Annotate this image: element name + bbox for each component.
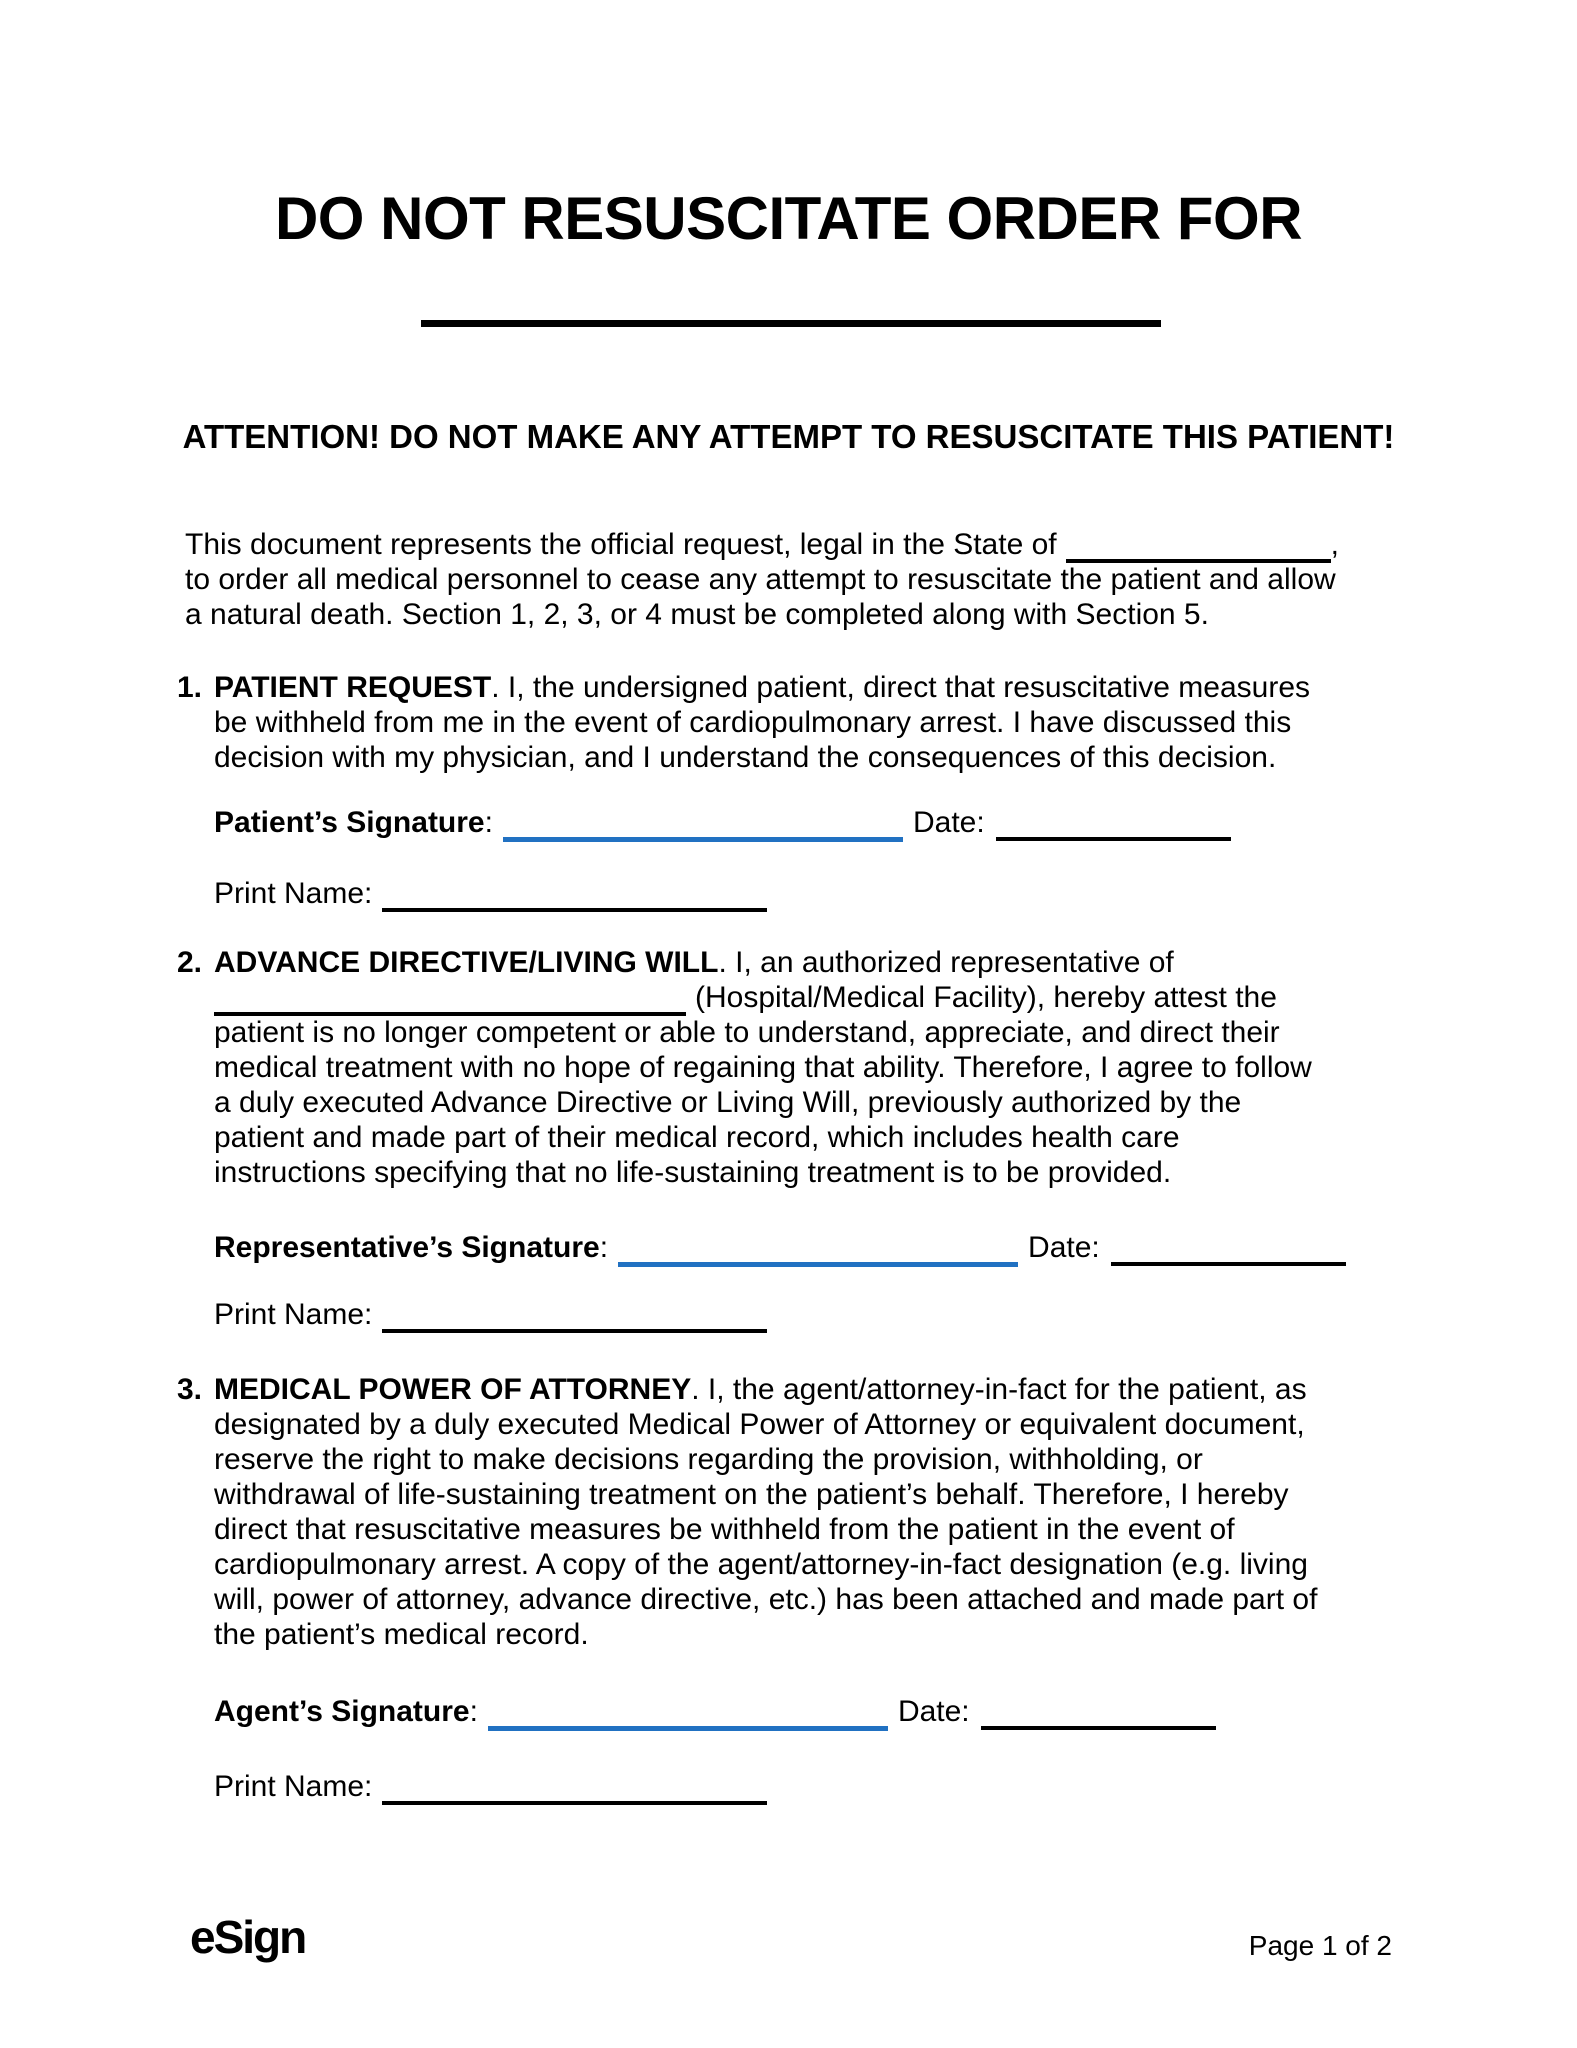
agent-signature-field[interactable] [488,1726,888,1731]
section-medical-power-of-attorney [177,1372,1318,1652]
attention-warning: ATTENTION! DO NOT MAKE ANY ATTEMPT TO RESUSCITATE THIS PATIENT! [182,418,1395,455]
patient-date-field[interactable] [996,837,1231,841]
section-text-line: reserve the right to make decisions regarding the provision, withholding, or [214,1443,1203,1476]
section-text-line: patient is no longer competent or able to understand, appreciate, and direct their [214,1016,1280,1049]
patient-print-name-row [214,876,767,911]
section-text-line: be withheld from me in the event of cardiopulmonary arrest. I have discussed this [214,706,1292,739]
section-heading-line [214,1372,1317,1407]
section-number: 3. [177,1373,203,1406]
agent-date-field[interactable] [981,1726,1216,1730]
representative-signature-row [214,1230,1346,1265]
date-label: Date: [912,806,985,839]
section-text-line: cardiopulmonary arrest. A copy of the agent/attorney-in-fact designation (e.g. living [214,1548,1308,1581]
agent-signature-label: Agent’s Signature [214,1695,470,1728]
label-colon: : [599,1231,609,1264]
date-label: Date: [1028,1231,1100,1264]
section-text-line: the patient’s medical record. [214,1618,589,1651]
section-heading-rest: . I, the agent/attorney-in-fact for the patient, as [691,1373,1307,1406]
section-advance-directive [177,945,1312,1190]
patient-signature-row [214,805,1231,840]
section-heading-rest: . I, the undersigned patient, direct that resuscitative measures [491,671,1311,704]
document-title: DO NOT RESUSCITATE ORDER FOR [274,185,1303,252]
section-patient-request [177,670,1311,775]
intro-line-1-text: This document represents the official request, legal in the State of [185,528,1057,561]
intro-paragraph [185,527,1339,632]
representative-print-name-row [214,1297,767,1332]
representative-signature-label: Representative’s Signature [214,1231,600,1264]
section-text-line: will, power of attorney, advance directive, etc.) has been attached and made part of [214,1583,1318,1616]
section-text-line: designated by a duly executed Medical Power of Attorney or equivalent document, [214,1408,1305,1441]
section-number: 2. [177,946,203,979]
section-number: 1. [177,671,203,704]
intro-line-3: a natural death. Section 1, 2, 3, or 4 must be completed along with Section 5. [185,598,1209,631]
intro-line-1 [185,527,1339,562]
section-heading-rest: . I, an authorized representative of [718,946,1174,979]
label-colon: : [469,1695,478,1728]
section-text-line: direct that resuscitative measures be withheld from the patient in the event of [214,1513,1235,1546]
section-heading-line [214,670,1310,705]
patient-signature-field[interactable] [503,837,903,842]
label-colon: : [484,806,493,839]
patient-signature-label: Patient’s Signature [214,806,485,839]
section-heading: ADVANCE DIRECTIVE/LIVING WILL [214,946,719,979]
patient-print-name-field[interactable] [382,908,767,912]
print-name-label: Print Name: [214,1298,373,1331]
representative-print-name-field[interactable] [382,1329,767,1333]
representative-date-field[interactable] [1111,1262,1346,1266]
section-text-line: decision with my physician, and I understand the consequences of this decision. [214,741,1277,774]
section-text-line: medical treatment with no hope of regaining that ability. Therefore, I agree to follow [214,1051,1312,1084]
section-text-line: a duly executed Advance Directive or Living Will, previously authorized by the [214,1086,1242,1119]
date-label: Date: [897,1695,970,1728]
hospital-blank-suffix: (Hospital/Medical Facility), hereby attest the [695,981,1277,1014]
representative-signature-field[interactable] [618,1262,1018,1267]
section-text-line: withdrawal of life-sustaining treatment on the patient’s behalf. Therefore, I hereby [214,1478,1289,1511]
intro-line-1-suffix: , [1330,528,1339,561]
section-text-line: instructions specifying that no life-sustaining treatment is to be provided. [214,1156,1172,1189]
section-heading: MEDICAL POWER OF ATTORNEY [214,1373,692,1406]
section-heading-line [214,945,1312,980]
intro-line-2: to order all medical personnel to cease any attempt to resuscitate the patient and allow [185,563,1336,596]
print-name-label: Print Name: [214,877,373,910]
esign-logo: eSign [190,1911,306,1963]
agent-print-name-row [214,1769,767,1804]
agent-print-name-field[interactable] [382,1801,767,1805]
patient-name-blank-line[interactable] [421,320,1161,327]
section-heading: PATIENT REQUEST [214,671,492,704]
section-text-line: patient and made part of their medical record, which includes health care [214,1121,1180,1154]
section-blank-line [214,980,1312,1015]
print-name-label: Print Name: [214,1770,373,1803]
agent-signature-row [214,1694,1216,1729]
page-number: Page 1 of 2 [1248,1930,1392,1961]
